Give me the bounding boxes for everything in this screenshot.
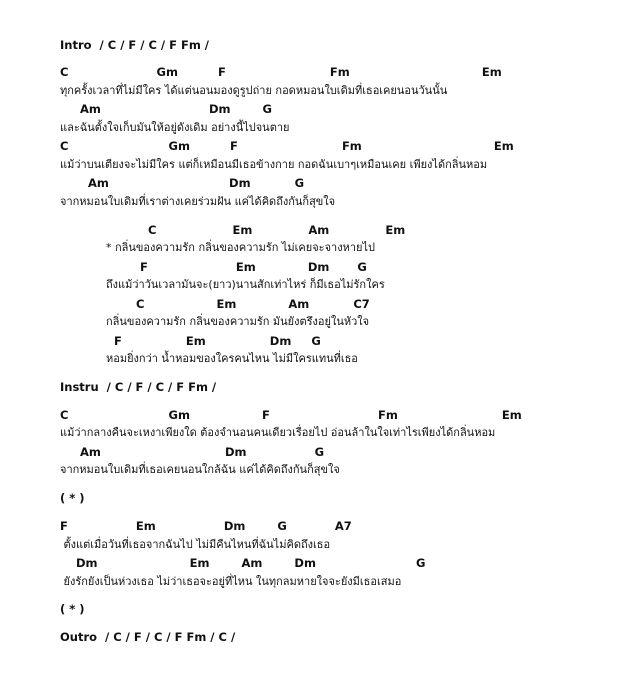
chord-line: C Em Am Em	[148, 223, 406, 237]
lyric-line: จากหมอนใบเดิมที่เราต่างเคยร่วมฝัน แค่ได้คิดถึงกันก็สุขใจ	[60, 195, 336, 208]
lyric-line: ยังรักยังเป็นห่วงเธอ ไม่ว่าเธอจะอยู่ที่ไหน ในทุกลมหายใจจะยังมีเธอเสมอ	[60, 575, 402, 588]
chord-line: C Em Am C7	[136, 297, 370, 311]
chord-line: C Gm F Fm Em	[60, 65, 502, 79]
outro-line: Outro / C / F / C / F Fm / C /	[60, 630, 236, 644]
chord-line: C Gm F Fm Em	[60, 139, 514, 153]
chord-line: Am Dm G	[60, 102, 272, 116]
chord-line: Dm Em Am Dm G	[60, 556, 426, 570]
chord-line: F Em Dm G	[114, 334, 321, 348]
repeat-marker: ( * )	[60, 602, 85, 616]
repeat-marker: ( * )	[60, 491, 85, 505]
chord-line: F Em Dm G	[140, 260, 367, 274]
chord-line: C Gm F Fm Em	[60, 408, 522, 422]
chord-line: F Em Dm G A7	[60, 519, 352, 533]
chord-line: Am Dm G	[60, 176, 305, 190]
lyric-line: จากหมอนใบเดิมที่เธอเคยนอนใกล้ฉัน แค่ได้คิดถึงกันก็สุขใจ	[60, 463, 340, 476]
lyric-line: * กลิ่นของความรัก กลิ่นของความรัก ไม่เคยจะจางหายไป	[106, 241, 375, 254]
lyric-line: ถึงแม้ว่าวันเวลามันจะ(ยาว)นานสักเท่าไหร่ ก็มีเธอไม่รักใคร	[106, 278, 385, 291]
intro-line: Intro / C / F / C / F Fm /	[60, 38, 210, 52]
lyric-line: หอมยิ่งกว่า น้ำหอมของใครคนไหน ไม่มีใครแทนที่เธอ	[106, 352, 358, 365]
lyric-line: แม้ว่ากลางคืนจะเหงาเพียงใด ต้องจำนอนคนเดียวเรื่อยไป อ่อนล้าในใจเท่าไรเพียงได้กลิ่นหอม	[60, 426, 496, 439]
chord-line: Am Dm G	[60, 445, 325, 459]
lyric-line: แม้ว่าบนเตียงจะไม่มีใคร แต่ก็เหมือนมีเธอข้างกาย กอดฉันเบาๆเหมือนเคย เพียงได้กลิ่นหอม	[60, 158, 488, 171]
lyric-line: กลิ่นของความรัก กลิ่นของความรัก มันยังตรึงอยู่ในหัวใจ	[106, 315, 370, 328]
lyric-line: ทุกครั้งเวลาที่ไม่มีใคร ได้แต่นอนมองดูรูปถ่าย กอดหมอนใบเดิมที่เธอเคยนอนวันนั้น	[60, 84, 448, 97]
lyric-line: และฉันตั้งใจเก็บมันให้อยู่ดังเดิม อย่างนี้ไปจนตาย	[60, 121, 290, 134]
instru-line: Instru / C / F / C / F Fm /	[60, 380, 217, 394]
lyric-line: ตั้งแต่เมื่อวันที่เธอจากฉันไป ไม่มีคืนไหนที่ฉันไม่คิดถึงเธอ	[60, 538, 331, 551]
